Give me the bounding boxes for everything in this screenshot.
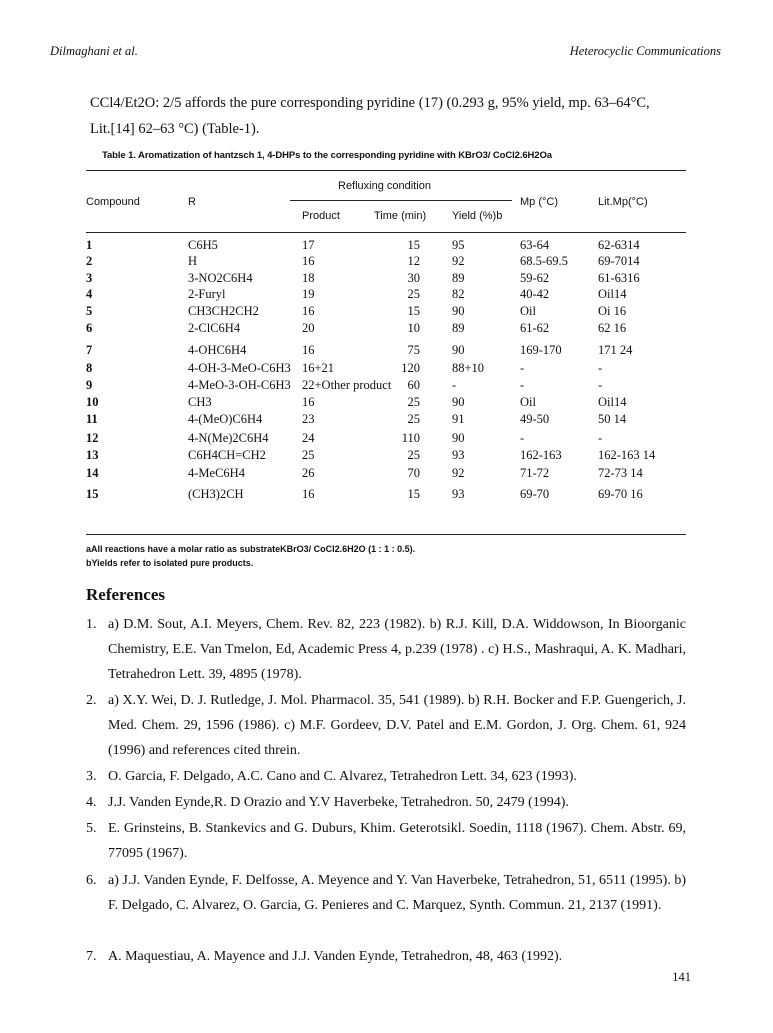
table-cell-time: 15 bbox=[407, 238, 420, 252]
refluxing-condition-rule bbox=[290, 200, 512, 201]
table-cell-time: 25 bbox=[407, 448, 420, 462]
reference-text: a) D.M. Sout, A.I. Meyers, Chem. Rev. 82, 223 (1982). b) R.J. Kill, D.A. Widdowson, In Bioorganic Chemistry, E.E. Van Tmelon, Ed, Academic Press 4, p.239 (1978) . c) H.S., Mashraqui, A. K. Madhari, Tetrahedron Lett. 39, 4895 (1978). bbox=[108, 617, 686, 682]
footnote-a: aAll reactions have a molar ratio as substrateKBrO3/ CoCl2.6H2O (1 : 1 : 0.5). bbox=[86, 544, 416, 554]
table-cell-lit: 162-163 14 bbox=[598, 448, 656, 462]
table-cell-lit: Oil14 bbox=[598, 287, 627, 301]
reference-number: 3. bbox=[86, 769, 97, 784]
table-cell-lit: 69-7014 bbox=[598, 254, 640, 268]
header-r: R bbox=[188, 196, 196, 208]
table-cell-yield: 92 bbox=[452, 466, 465, 480]
header-refluxing-condition: Refluxing condition bbox=[338, 180, 431, 192]
header-yield: Yield (%)b bbox=[452, 210, 503, 222]
table-cell-mp: Oil bbox=[520, 395, 536, 409]
table-cell-id: 10 bbox=[86, 395, 99, 409]
table-cell-time: 110 bbox=[401, 431, 420, 445]
table-cell-id: 2 bbox=[86, 254, 93, 268]
table-cell-r: 4-MeC6H4 bbox=[188, 466, 245, 480]
table-cell-yield: 93 bbox=[452, 487, 465, 501]
reference-number: 2. bbox=[86, 693, 97, 708]
table-cell-time: 75 bbox=[407, 343, 420, 357]
reference-number: 7. bbox=[86, 949, 97, 964]
references-heading: References bbox=[86, 585, 165, 604]
reference-number: 4. bbox=[86, 795, 97, 810]
intro-line-2: Lit.[14] 62–63 °C) (Table-1). bbox=[90, 121, 260, 137]
table-cell-time: 25 bbox=[407, 412, 420, 426]
table-cell-mp: - bbox=[520, 431, 525, 445]
table-header-rule bbox=[86, 232, 686, 233]
table-cell-yield: - bbox=[452, 378, 457, 392]
table-bottom-rule bbox=[86, 534, 686, 535]
table-cell-time: 10 bbox=[407, 321, 420, 335]
table-cell-mp: 49-50 bbox=[520, 412, 550, 426]
table-cell-yield: 90 bbox=[452, 431, 465, 445]
table-cell-id: 11 bbox=[86, 412, 98, 426]
table-cell-time: 15 bbox=[407, 304, 420, 318]
table-cell-product: 16 bbox=[302, 395, 315, 409]
intro-paragraph bbox=[90, 90, 690, 142]
table-cell-time: 25 bbox=[407, 395, 420, 409]
header-lit-mp: Lit.Mp(°C) bbox=[598, 196, 648, 208]
table-cell-yield: 90 bbox=[452, 304, 465, 318]
reference-text: a) J.J. Vanden Eynde, F. Delfosse, A. Meyence and Y. Van Haverbeke, Tetrahedron, 51, 6511 (1995). b) F. Delgado, C. Alvarez, O. Garcia, G. Penieres and C. Marquez, Synth. Commun. 21, 2137 (1991). bbox=[108, 873, 686, 913]
table-cell-product: 23 bbox=[302, 412, 315, 426]
table-cell-product: 17 bbox=[302, 238, 315, 252]
table-cell-lit: 62 16 bbox=[598, 321, 627, 335]
table-cell-time: 120 bbox=[401, 361, 420, 375]
table-cell-id: 4 bbox=[86, 287, 93, 301]
table-cell-id: 6 bbox=[86, 321, 93, 335]
table-cell-r: 2-Furyl bbox=[188, 287, 226, 301]
table-cell-product: 24 bbox=[302, 431, 315, 445]
table-cell-id: 1 bbox=[86, 238, 93, 252]
table-cell-r: 3-NO2C6H4 bbox=[188, 271, 253, 285]
table-cell-id: 8 bbox=[86, 361, 93, 375]
table-cell-lit: - bbox=[598, 361, 603, 375]
table-cell-product: 19 bbox=[302, 287, 315, 301]
table-cell-id: 15 bbox=[86, 487, 99, 501]
reference-item bbox=[86, 612, 686, 687]
table-cell-mp: - bbox=[520, 378, 525, 392]
table-cell-lit: 50 14 bbox=[598, 412, 627, 426]
table-cell-r: 4-OH-3-MeO-C6H3 bbox=[188, 361, 291, 375]
table-cell-r: 2-ClC6H4 bbox=[188, 321, 241, 335]
table-cell-r: 4-MeO-3-OH-C6H3 bbox=[188, 378, 291, 392]
table-cell-product: 25 bbox=[302, 448, 315, 462]
table-cell-lit: 171 24 bbox=[598, 343, 633, 357]
table-cell-id: 14 bbox=[86, 466, 99, 480]
table-cell-id: 12 bbox=[86, 431, 99, 445]
reference-item bbox=[86, 816, 686, 866]
table-cell-time: 30 bbox=[407, 271, 420, 285]
table-caption: Table 1. Aromatization of hantzsch 1, 4-DHPs to the corresponding pyridine with KBrO3/ CoCl2.6H2Oa bbox=[102, 150, 552, 161]
table-cell-lit: Oil14 bbox=[598, 395, 627, 409]
reference-text: O. Garcia, F. Delgado, A.C. Cano and C. Alvarez, Tetrahedron Lett. 34, 623 (1993). bbox=[108, 769, 577, 784]
reference-item bbox=[86, 944, 686, 969]
reference-text: A. Maquestiau, A. Mayence and J.J. Vanden Eynde, Tetrahedron, 48, 463 (1992). bbox=[108, 949, 563, 964]
table-cell-yield: 92 bbox=[452, 254, 465, 268]
reference-number: 1. bbox=[86, 617, 97, 632]
table-cell-yield: 89 bbox=[452, 321, 465, 335]
table-cell-mp: 61-62 bbox=[520, 321, 550, 335]
table-cell-product: 16+21 bbox=[302, 361, 335, 375]
intro-line-1: CCl4/Et2O: 2/5 affords the pure corresponding pyridine (17) (0.293 g, 95% yield, mp. 63–64°C, bbox=[90, 95, 650, 111]
table-cell-product: 26 bbox=[302, 466, 315, 480]
table-cell-mp: - bbox=[520, 361, 525, 375]
running-header-authors: Dilmaghani et al. bbox=[50, 44, 138, 58]
table-cell-product: 16 bbox=[302, 343, 315, 357]
table-cell-mp: 169-170 bbox=[520, 343, 562, 357]
table-cell-id: 3 bbox=[86, 271, 93, 285]
table-cell-r: (CH3)2CH bbox=[188, 487, 244, 501]
table-cell-r: CH3CH2CH2 bbox=[188, 304, 259, 318]
reference-text: a) X.Y. Wei, D. J. Rutledge, J. Mol. Pharmacol. 35, 541 (1989). b) R.H. Bocker and F.P. Guengerich, J. Med. Chem. 29, 1596 (1986). c) M.F. Gordeev, D.V. Patel and E.M. Gordon, J. Org. Chem. 61, 924 (1996) and references cited threin. bbox=[108, 693, 686, 758]
table-cell-product: 16 bbox=[302, 254, 315, 268]
table-cell-product: 20 bbox=[302, 321, 315, 335]
table-cell-r: 4-OHC6H4 bbox=[188, 343, 247, 357]
table-cell-r: 4-(MeO)C6H4 bbox=[188, 412, 263, 426]
table-cell-mp: 63-64 bbox=[520, 238, 550, 252]
table-cell-yield: 89 bbox=[452, 271, 465, 285]
reference-item bbox=[86, 790, 686, 815]
table-cell-product: 18 bbox=[302, 271, 315, 285]
table-cell-product: 16 bbox=[302, 304, 315, 318]
table-cell-lit: - bbox=[598, 378, 603, 392]
table-cell-yield: 95 bbox=[452, 238, 465, 252]
table-cell-lit: 61-6316 bbox=[598, 271, 640, 285]
table-cell-mp: 162-163 bbox=[520, 448, 562, 462]
reference-item bbox=[86, 688, 686, 763]
table-cell-yield: 93 bbox=[452, 448, 465, 462]
table-cell-lit: Oi 16 bbox=[598, 304, 627, 318]
table-cell-id: 9 bbox=[86, 378, 93, 392]
reference-number: 6. bbox=[86, 873, 97, 888]
footnote-b: bYields refer to isolated pure products. bbox=[86, 558, 254, 568]
reference-text: J.J. Vanden Eynde,R. D Orazio and Y.V Haverbeke, Tetrahedron. 50, 2479 (1994). bbox=[108, 795, 569, 810]
reference-number: 5. bbox=[86, 821, 97, 836]
table-cell-time: 25 bbox=[407, 287, 420, 301]
running-header-journal: Heterocyclic Communications bbox=[569, 44, 721, 58]
table-cell-r: 4-N(Me)2C6H4 bbox=[188, 431, 269, 445]
table-cell-product: 16 bbox=[302, 487, 315, 501]
table-cell-r: C6H4CH=CH2 bbox=[188, 448, 266, 462]
table-cell-id: 7 bbox=[86, 343, 93, 357]
reference-text: E. Grinsteins, B. Stankevics and G. Duburs, Khim. Geterotsikl. Soedin, 1118 (1967). Chem. Abstr. 69, 77095 (1967). bbox=[108, 821, 686, 861]
table-cell-lit: 69-70 16 bbox=[598, 487, 643, 501]
table-cell-yield: 88+10 bbox=[452, 361, 485, 375]
header-time: Time (min) bbox=[374, 210, 427, 222]
table-cell-mp: Oil bbox=[520, 304, 536, 318]
table-cell-r: H bbox=[188, 254, 198, 268]
table-cell-lit: - bbox=[598, 431, 603, 445]
table-cell-lit: 72-73 14 bbox=[598, 466, 643, 480]
table-cell-yield: 91 bbox=[452, 412, 465, 426]
table-cell-time: 12 bbox=[407, 254, 420, 268]
table-cell-r: CH3 bbox=[188, 395, 212, 409]
table-cell-time: 70 bbox=[407, 466, 420, 480]
table-cell-mp: 59-62 bbox=[520, 271, 550, 285]
table-cell-mp: 71-72 bbox=[520, 466, 550, 480]
table-cell-id: 5 bbox=[86, 304, 93, 318]
table-cell-yield: 90 bbox=[452, 343, 465, 357]
table-cell-time: 15 bbox=[407, 487, 420, 501]
reference-item bbox=[86, 868, 686, 918]
page-number: 141 bbox=[672, 970, 691, 984]
table-cell-lit: 62-6314 bbox=[598, 238, 640, 252]
table-cell-r: C6H5 bbox=[188, 238, 218, 252]
table-cell-mp: 40-42 bbox=[520, 287, 550, 301]
table-cell-yield: 90 bbox=[452, 395, 465, 409]
header-product: Product bbox=[302, 210, 340, 222]
table-cell-mp: 69-70 bbox=[520, 487, 550, 501]
table-cell-yield: 82 bbox=[452, 287, 465, 301]
header-compound: Compound bbox=[86, 196, 140, 208]
table-cell-id: 13 bbox=[86, 448, 99, 462]
table-top-rule bbox=[86, 170, 686, 171]
table-cell-mp: 68.5-69.5 bbox=[520, 254, 568, 268]
header-mp: Mp (°C) bbox=[520, 196, 559, 208]
table-cell-product: 22+Other product bbox=[302, 378, 392, 392]
reference-item bbox=[86, 764, 686, 789]
table-cell-time: 60 bbox=[407, 378, 420, 392]
